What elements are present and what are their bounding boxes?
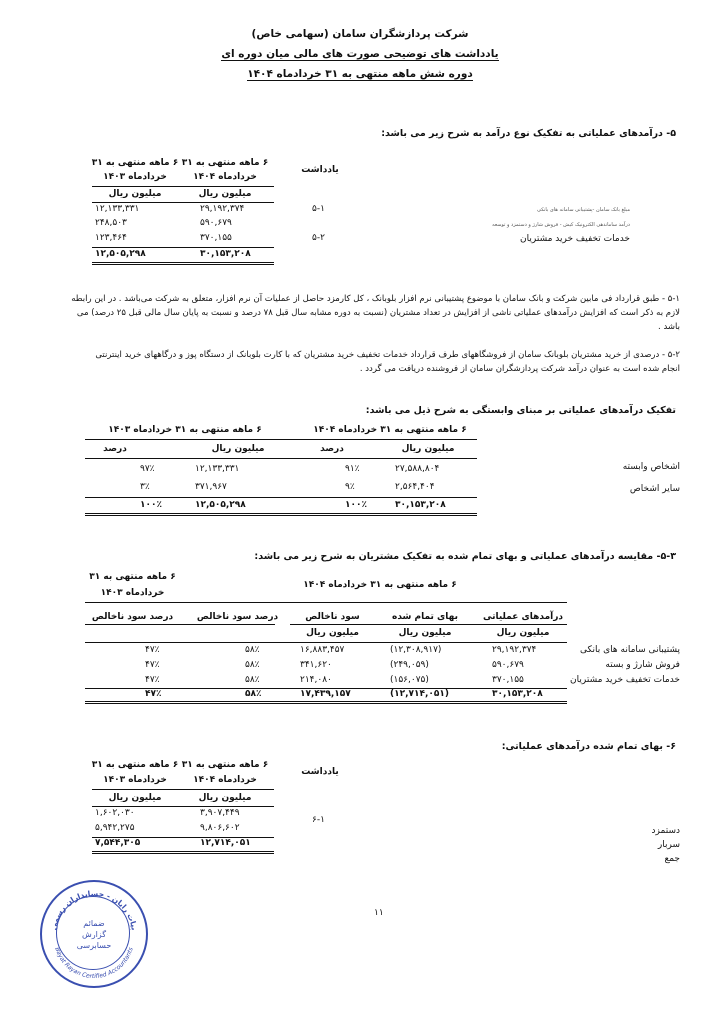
- page-number: ۱۱: [374, 908, 384, 918]
- s6-col-1404-line2: خردادماه ۱۴۰۴: [193, 775, 257, 785]
- s53-total-rev: ۳۰,۱۵۳,۲۰۸: [492, 689, 543, 699]
- s53-unit-rev: میلیون ریال: [496, 628, 550, 638]
- s5-row-1404: ۵۹۰,۶۷۹: [200, 218, 232, 228]
- s53-row-rev: ۵۹۰,۶۷۹: [492, 660, 524, 670]
- s6-row-note: ۶-۱: [312, 815, 325, 825]
- s5-unit-1403: میلیون ریال: [108, 189, 162, 199]
- s5-col-1404-line1: ۶ ماهه منتهی به ۳۱: [181, 158, 269, 168]
- s5-double-rule: [92, 262, 274, 265]
- s6-row-1403: ۵,۹۴۲,۲۷۵: [95, 823, 135, 833]
- seal-ring-text: بیات رایان - حسابداران رسمی: [49, 888, 139, 931]
- s6-row-1403: ۱,۶۰۲,۰۳۰: [95, 808, 135, 818]
- s53-row-prev: ۴۷٪: [145, 675, 160, 685]
- s5-row-label: مبلغ بانک سامان -پشتیبانی سامانه های بانکی: [537, 207, 630, 213]
- dep-pct-1403: درصد: [103, 444, 127, 454]
- dep-unit-rule: [85, 458, 477, 459]
- s6-header-rule: [92, 789, 274, 790]
- s53-total-gpp: ۵۸٪: [245, 689, 262, 699]
- s6-unit-rule: [92, 806, 274, 807]
- s6-row-label: سربار: [657, 840, 680, 850]
- s53-row-cost: (۱۵۶,۰۷۵): [390, 675, 429, 685]
- seal-ring-english: Bayat Rayan Certified Accountants: [53, 946, 135, 981]
- dep-row-label: اشخاص وابسته: [622, 462, 680, 472]
- s6-col-1403-line2: خردادماه ۱۴۰۳: [103, 775, 167, 785]
- dep-row-1404: ۲,۵۶۴,۴۰۴: [395, 482, 435, 492]
- s5-row-1403: ۲۴۸,۵۰۳: [95, 218, 127, 228]
- dep-unit-1403: میلیون ریال: [211, 444, 265, 454]
- dep-unit-1404: میلیون ریال: [401, 444, 455, 454]
- s53-row-rev: ۳۷۰,۱۵۵: [492, 675, 524, 685]
- s53-unit-rule: [85, 642, 567, 643]
- note-5-2: ۵-۲ - درصدی از خرید مشتریان بلوبانک سامان از فروشگاههای طرف قرارداد خدمات تخفیف خرید مشتریان که با کارت بلوبانک از دستگاه پوز و درگاههای خرید اینترنتی انجام شده است به عنوان درآمد شرکت پردازشگران سامان از فروشنده دریافت می گردد .: [95, 350, 680, 374]
- s53-row-gp: ۱۶,۸۸۳,۴۵۷: [300, 645, 345, 655]
- s5-row-1403: ۱۲۳,۴۶۴: [95, 233, 127, 243]
- dep-row-1404: ۲۷,۵۸۸,۸۰۴: [395, 464, 440, 474]
- dependency-title: تفکیک درآمدهای عملیاتی بر مبنای وابستگی به شرح ذیل می باشد:: [365, 405, 676, 416]
- s53-col-rev: درآمدهای عملیاتی: [482, 612, 564, 622]
- s6-col-1403-line1: ۶ ماهه منتهی به ۳۱: [91, 760, 179, 770]
- s5-total-1404: ۳۰,۱۵۳,۲۰۸: [200, 249, 251, 259]
- s6-unit-1404: میلیون ریال: [198, 793, 252, 803]
- s5-row-note: ۵-۱: [312, 204, 325, 214]
- s53-row-gp: ۳۴۱,۶۲۰: [300, 660, 332, 670]
- report-subtitle: یادداشت های توضیحی صورت های مالی میان دوره ای: [221, 48, 499, 60]
- s53-row-label: پشتیبانی سامانه های بانکی: [580, 645, 680, 655]
- s53-row-cost: (۲۴۹,۰۵۹): [390, 660, 429, 670]
- s6-col-note: یادداشت: [301, 767, 339, 777]
- dep-row-p1403: ۳٪: [140, 482, 150, 492]
- s5-total-rule: [92, 247, 274, 248]
- s53-sub-rule-prev: [85, 624, 275, 625]
- auditor-seal: [40, 880, 148, 988]
- s53-col-gpp: درصد سود ناخالص: [196, 612, 279, 622]
- report-period: دوره شش ماهه منتهی به ۳۱ خردادماه ۱۴۰۴: [247, 68, 473, 80]
- s53-h1403-line1: ۶ ماهه منتهی به ۳۱: [89, 572, 176, 582]
- s53-row-gp: ۲۱۴,۰۸۰: [300, 675, 332, 685]
- dep-total-1403: ۱۲,۵۰۵,۲۹۸: [195, 500, 246, 510]
- s6-row-label: دستمزد: [651, 826, 680, 836]
- s5-row-1404: ۲۹,۱۹۲,۳۷۴: [200, 204, 245, 214]
- s53-col-gpp-prev: درصد سود ناخالص: [91, 612, 174, 622]
- s53-unit-cost: میلیون ریال: [398, 628, 452, 638]
- dep-double-rule: [85, 513, 477, 516]
- s6-unit-1403: میلیون ریال: [108, 793, 162, 803]
- s5-row-1403: ۱۲,۱۳۳,۳۳۱: [95, 204, 140, 214]
- s5-row-label: خدمات تخفیف خرید مشتریان: [520, 234, 630, 244]
- dep-total-rule: [85, 497, 477, 498]
- dep-row-label: سایر اشخاص: [629, 484, 680, 494]
- s53-row-prev: ۴۷٪: [145, 660, 160, 670]
- s6-row-1404: ۳,۹۰۷,۴۴۹: [200, 808, 240, 818]
- s5-header-rule: [92, 186, 274, 187]
- dep-header-rule: [85, 439, 477, 440]
- s5-unit-1404: میلیون ریال: [198, 189, 252, 199]
- dep-row-p1403: ۹۷٪: [140, 464, 155, 474]
- s5-col-note: یادداشت: [301, 165, 339, 175]
- s5-total-1403: ۱۲,۵۰۵,۲۹۸: [95, 249, 146, 259]
- dep-row-p1404: ۹۱٪: [345, 464, 360, 474]
- dep-row-p1404: ۹٪: [345, 482, 355, 492]
- s53-double-rule: [85, 701, 567, 704]
- s53-row-gpp: ۵۸٪: [245, 660, 260, 670]
- dep-total-1404: ۳۰,۱۵۳,۲۰۸: [395, 500, 446, 510]
- s6-total-1404: ۱۲,۷۱۴,۰۵۱: [200, 838, 251, 848]
- s53-h1403-line2: خردادماه ۱۴۰۳: [100, 588, 165, 598]
- s53-row-prev: ۴۷٪: [145, 645, 160, 655]
- s5-unit-rule: [92, 202, 274, 203]
- s53-sub-rule: [290, 624, 567, 625]
- s6-total-1403: ۷,۵۴۴,۳۰۵: [95, 838, 141, 848]
- s53-total-gp: ۱۷,۴۳۹,۱۵۷: [300, 689, 351, 699]
- s53-col-gp: سود ناخالص: [305, 612, 360, 622]
- s5-row-1404: ۳۷۰,۱۵۵: [200, 233, 232, 243]
- s5-col-1403-line2: خردادماه ۱۴۰۳: [103, 172, 167, 182]
- seal-center-text: ضمائم گزارش حسابرسی: [76, 919, 112, 950]
- s5-col-1404-line2: خردادماه ۱۴۰۴: [193, 172, 257, 182]
- s53-row-label: فروش شارژ و بسته: [605, 660, 680, 670]
- s53-row-cost: (۱۲,۳۰۸,۹۱۷): [390, 645, 442, 655]
- s53-total-prev: ۴۷٪: [145, 689, 162, 699]
- s6-col-1404-line1: ۶ ماهه منتهی به ۳۱: [181, 760, 269, 770]
- s6-double-rule: [92, 851, 274, 854]
- s53-row-gpp: ۵۸٪: [245, 675, 260, 685]
- s53-row-gpp: ۵۸٪: [245, 645, 260, 655]
- dep-row-1403: ۳۷۱,۹۶۷: [195, 482, 227, 492]
- section-6-title: ۶- بهای تمام شده درآمدهای عملیاتی:: [501, 741, 676, 752]
- s5-col-1403-line1: ۶ ماهه منتهی به ۳۱: [91, 158, 179, 168]
- note-5-1: ۵-۱ - طبق قرارداد فی مابین شرکت و بانک سامان با موضوع پشتیبانی نرم افزار بلوبانک ، کل کارمزد حاصل از عملیات آن نرم افزار، متعلق به شرکت می‌باشد . در این رابطه لازم به ذکر است که افزایش درآمدهای عملیاتی ناشی از افزایش در تعداد مشتریان (نسبت به دوره مشابه سال قبل ۷۸ درصد و نسبت به پایان سال مالی قبل ۲۵ درصد) می باشد .: [71, 294, 680, 332]
- s53-row-label: خدمات تخفیف خرید مشتریان: [570, 675, 680, 685]
- s53-h1404: ۶ ماهه منتهی به ۳۱ خردادماه ۱۴۰۴: [303, 580, 457, 590]
- dep-total-p1404: ۱۰۰٪: [345, 500, 367, 510]
- dep-h1403: ۶ ماهه منتهی به ۳۱ خردادماه ۱۴۰۳: [108, 425, 262, 435]
- dep-pct-1404: درصد: [320, 444, 344, 454]
- s53-total-cost: (۱۲,۷۱۴,۰۵۱): [390, 689, 450, 699]
- s53-row-rev: ۲۹,۱۹۲,۳۷۴: [492, 645, 537, 655]
- s53-header-rule: [85, 602, 567, 603]
- section-5-title: ۵- درآمدهای عملیاتی به تفکیک نوع درآمد به شرح زیر می باشد:: [381, 128, 676, 139]
- dep-total-p1403: ۱۰۰٪: [140, 500, 162, 510]
- s53-col-cost: بهای تمام شده: [392, 612, 458, 622]
- s6-row-label: جمع: [664, 854, 680, 864]
- s53-unit-gp: میلیون ریال: [306, 628, 359, 638]
- s6-row-1404: ۹,۸۰۶,۶۰۲: [200, 823, 240, 833]
- s5-row-note: ۵-۲: [312, 233, 325, 243]
- dep-row-1403: ۱۲,۱۳۳,۳۳۱: [195, 464, 240, 474]
- dep-h1404: ۶ ماهه منتهی به ۳۱ خردادماه ۱۴۰۴: [313, 425, 467, 435]
- section-5-3-title: ۵-۳- مقایسه درآمدهای عملیاتی و بهای تمام شده به تفکیک مشتریان به شرح زیر می باشد:: [254, 551, 676, 562]
- company-name: شرکت پردازشگران سامان (سهامی خاص): [251, 28, 469, 40]
- s5-row-label: درآمد ساماندهی الکترونیک کیش - فروش شارژ و دستمزد و توسعه: [492, 222, 630, 228]
